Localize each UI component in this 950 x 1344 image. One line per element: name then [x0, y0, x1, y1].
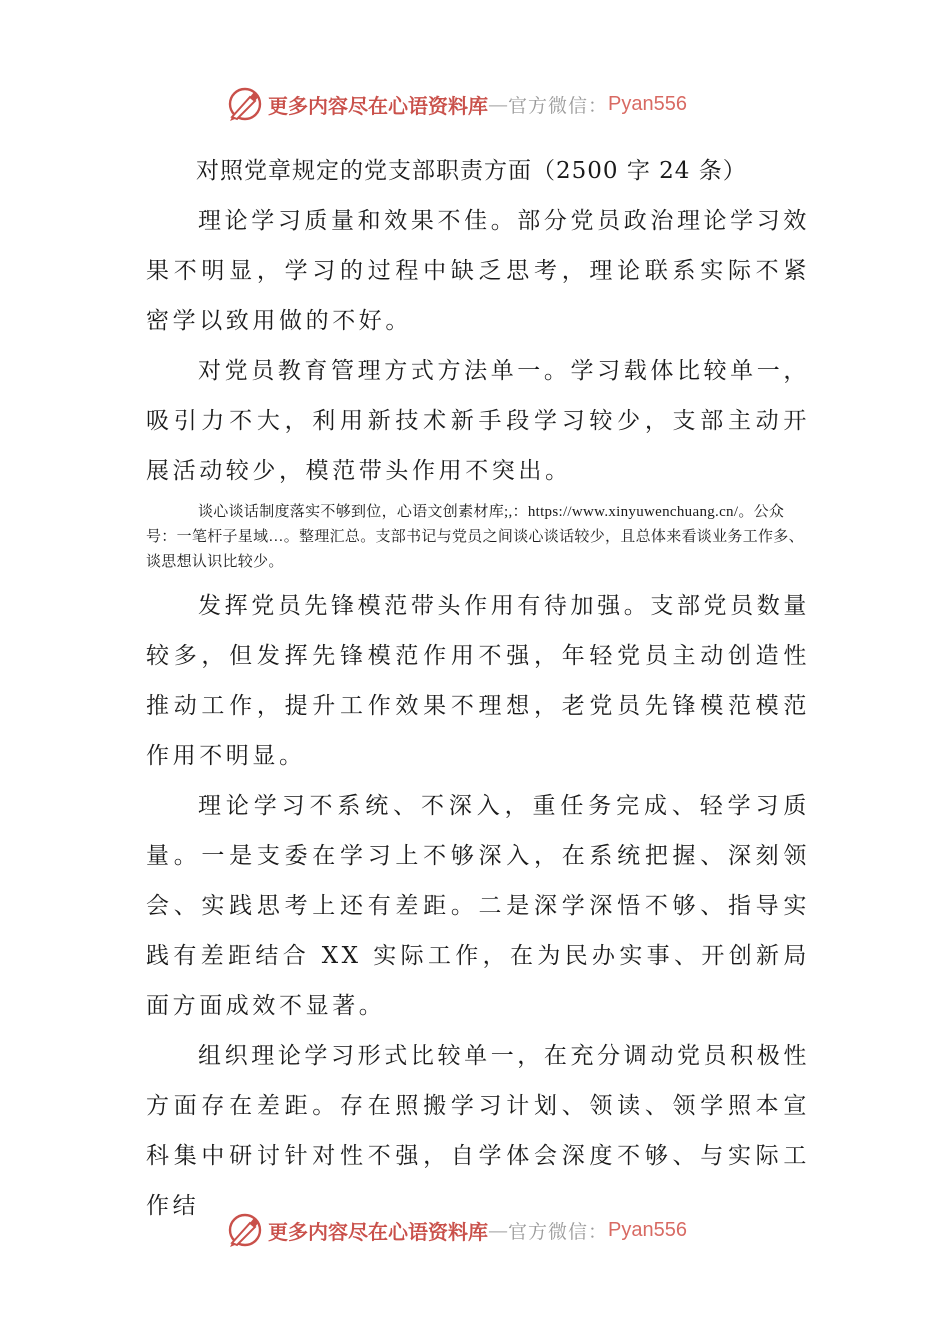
small-note-paragraph: 谈心谈话制度落实不够到位，心语文创素材库;,：https://www.xinyuwenchuang.cn/。公众号：一笔杆子星域…。整理汇总。支部书记与党员之间谈心谈话较少，且总体来看谈业务工作多、谈思想认识比较少。: [146, 504, 804, 570]
header-brand-text: 更多内容尽在心语资料库: [268, 93, 488, 118]
footer-official-label: 官方微信：: [508, 1220, 609, 1243]
pen-logo-icon: [226, 85, 264, 123]
paragraph-3: 发挥党员先锋模范带头作用有待加强。支部党员数量较多，但发挥先锋模范作用不强，年轻党员主动创造性推动工作，提升工作效果不理想，老党员先锋模范模范作用不明显。: [146, 593, 810, 769]
paragraph-2: 对党员教育管理方式方法单一。学习载体比较单一，吸引力不大，利用新技术新手段学习较少，支部主动开展活动较少，模范带头作用不突出。: [146, 358, 810, 484]
header-dash: —: [488, 92, 508, 116]
document-title: 对照党章规定的党支部职责方面（2500 字 24 条）: [196, 158, 747, 184]
header-banner: [226, 82, 687, 126]
footer-brand-text: 更多内容尽在心语资料库: [268, 1219, 488, 1244]
footer-banner: [226, 1208, 687, 1252]
pen-logo-icon: [226, 1211, 264, 1249]
header-wechat-id: Pyan556: [608, 92, 687, 115]
footer-wechat-id: Pyan556: [608, 1218, 687, 1241]
footer-dash: —: [488, 1218, 508, 1242]
header-official-label: 官方微信：: [508, 94, 609, 117]
paragraph-5: 组织理论学习形式比较单一，在充分调动党员积极性方面存在差距。存在照搬学习计划、领读、领学照本宣科集中研讨针对性不强，自学体会深度不够、与实际工作结: [146, 1043, 810, 1219]
document-body: [146, 146, 810, 1231]
paragraph-4: 理论学习不系统、不深入，重任务完成、轻学习质量。一是支委在学习上不够深入，在系统把握、深刻领会、实践思考上还有差距。二是深学深悟不够、指导实践有差距结合 XX 实际工作，在为民办实事、开创新局面方面成效不显著。: [146, 793, 810, 1019]
paragraph-1: 理论学习质量和效果不佳。部分党员政治理论学习效果不明显，学习的过程中缺乏思考，理论联系实际不紧密学以致用做的不好。: [146, 208, 810, 334]
